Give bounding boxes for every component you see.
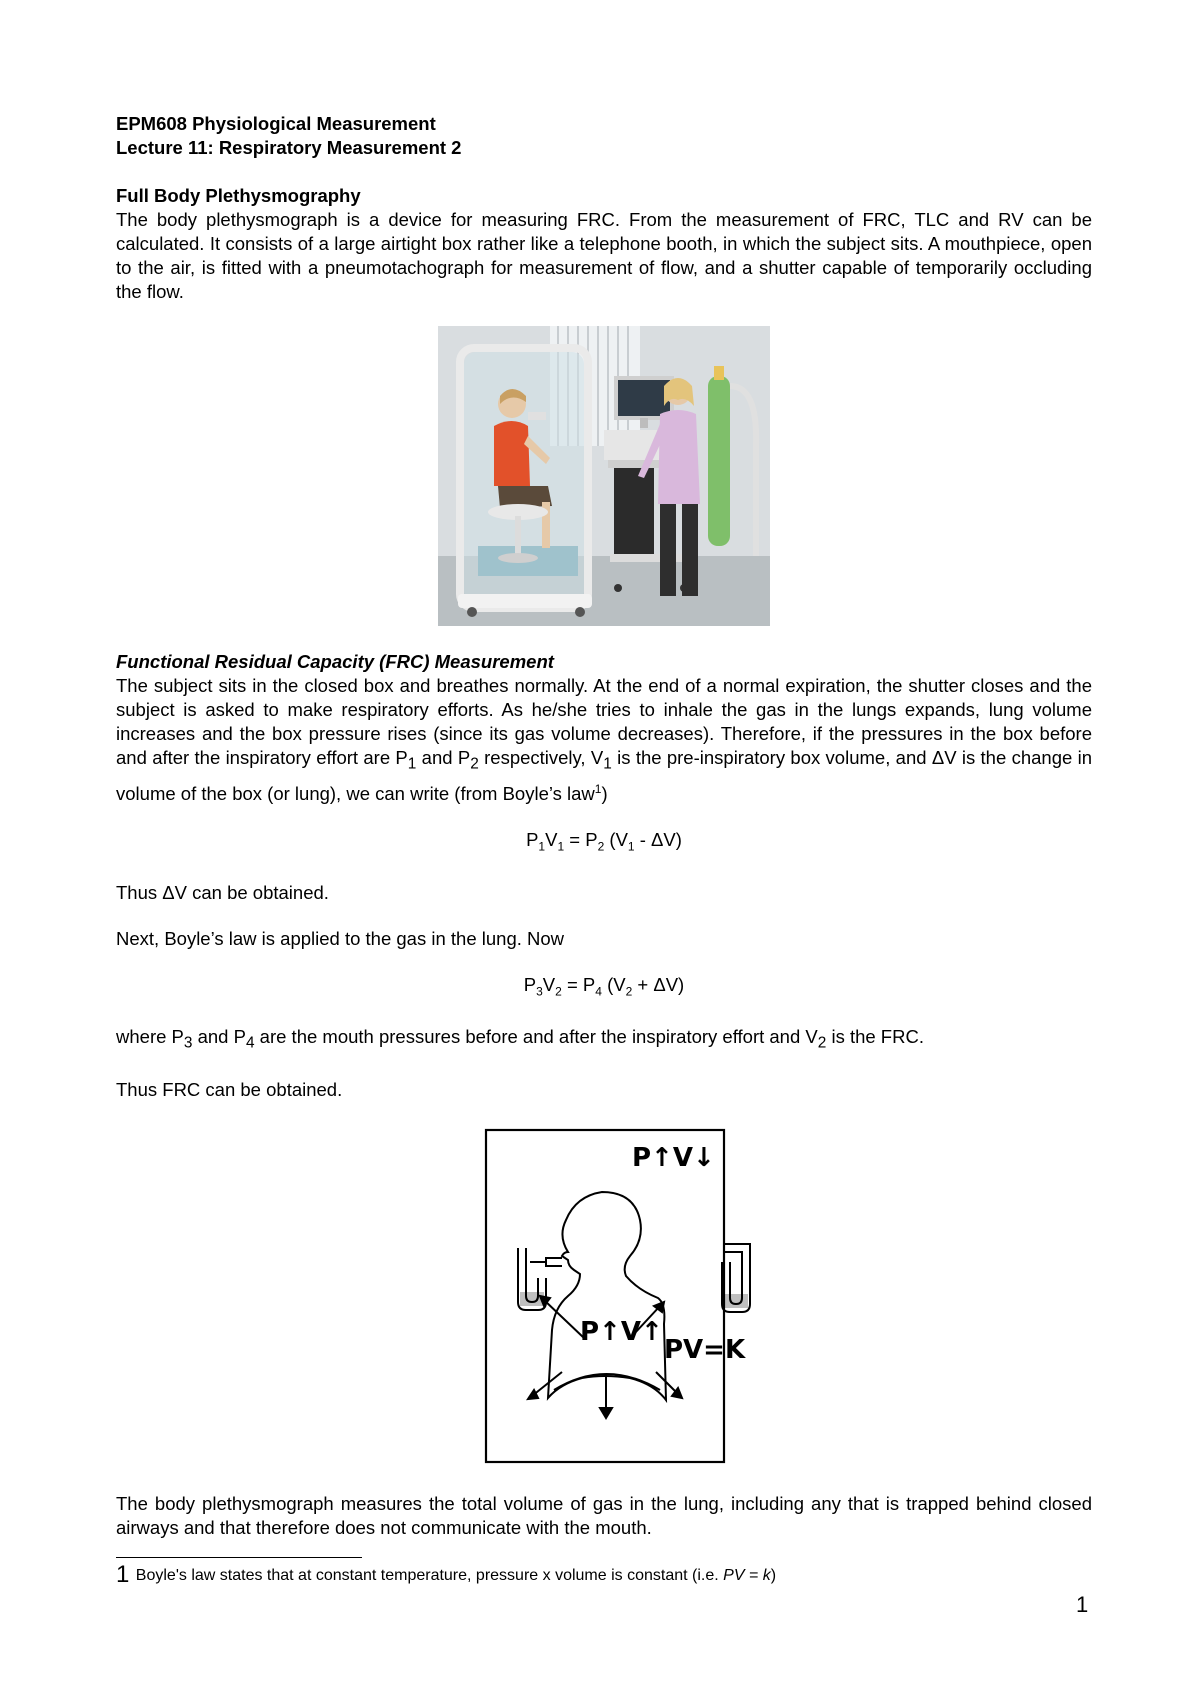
diagram-label-lung: P↑V↑: [580, 1316, 663, 1347]
paragraph-thus-frc: Thus FRC can be obtained.: [116, 1078, 343, 1100]
plethysmograph-photo: [438, 326, 770, 626]
footnote-mark: 1: [116, 1561, 130, 1588]
diagram-label-law: PV=K: [664, 1334, 746, 1365]
paragraph-plethysmograph-intro: The body plethysmograph is a device for measuring FRC. From the measurement of FRC, TLC and RV can be calculated. It consists of a large airtight box rather like a telephone booth, in which the subject sits. A mouthpiece, open to the air, is fitted with a pneumotachograph for measurement of flow, and a shutter capable of temporarily occluding the flow.: [116, 209, 1092, 302]
footnote-separator: [116, 1557, 362, 1558]
footnote-boyle: 1 Boyle's law states that at constant temperature, pressure x volume is constant (i.e. PV = k): [116, 1561, 777, 1588]
page-number: 1: [1076, 1592, 1089, 1617]
paragraph-next-boyle: Next, Boyle’s law is applied to the gas in the lung. Now: [116, 927, 565, 949]
equation-box-boyle: $P_1V_1 = P_2$ $(V_1 - \Delta V)$: [526, 828, 682, 854]
footnote-reference: 1: [594, 781, 602, 796]
paragraph-closing: The body plethysmograph measures the total volume of gas in the lung, including any that is trapped behind closed airways and that therefore does not communicate with the mouth.: [116, 1492, 1092, 1538]
lecture-title: Lecture 11: Respiratory Measurement 2: [116, 137, 462, 158]
equation-lung-boyle: $P_3V_2 = P_4$ $(V_2 + \Delta V)$: [523, 973, 685, 999]
page-content: [116, 112, 1092, 1540]
section-title-frc: Functional Residual Capacity (FRC) Measurement: [116, 651, 554, 672]
plethysmograph-diagram: [434, 1128, 774, 1466]
paragraph-thus-delta-v: Thus ΔV can be obtained.: [116, 881, 329, 903]
paragraph-where-pressures: where $P_3$ and $P_4$ are the mouth pressures before and after the inspiratory effort and $V_2$ is the FRC.: [116, 1026, 924, 1052]
paragraph-frc-procedure: The subject sits in the closed box and breathes normally. At the end of a normal expiration, the shutter closes and the subject is asked to make respiratory efforts. As he/she tries to inhale the gas in the lungs expands, lung volume increases and the box pressure rises (since its gas volume decreases). Therefore, if the pressures in the box before and after the inspiratory effort are $P_1$ and $P_2$ respectively, $V_1$ is the pre-inspiratory box volume, and ΔV is the change in volume of the box (or lung), we can write (from Boyle’s law$^1$): [116, 675, 1093, 804]
section-title-plethysmography: Full Body Plethysmography: [116, 185, 361, 206]
diagram-label-box: P↑V↓: [632, 1142, 715, 1173]
course-title: EPM608 Physiological Measurement: [116, 113, 436, 134]
